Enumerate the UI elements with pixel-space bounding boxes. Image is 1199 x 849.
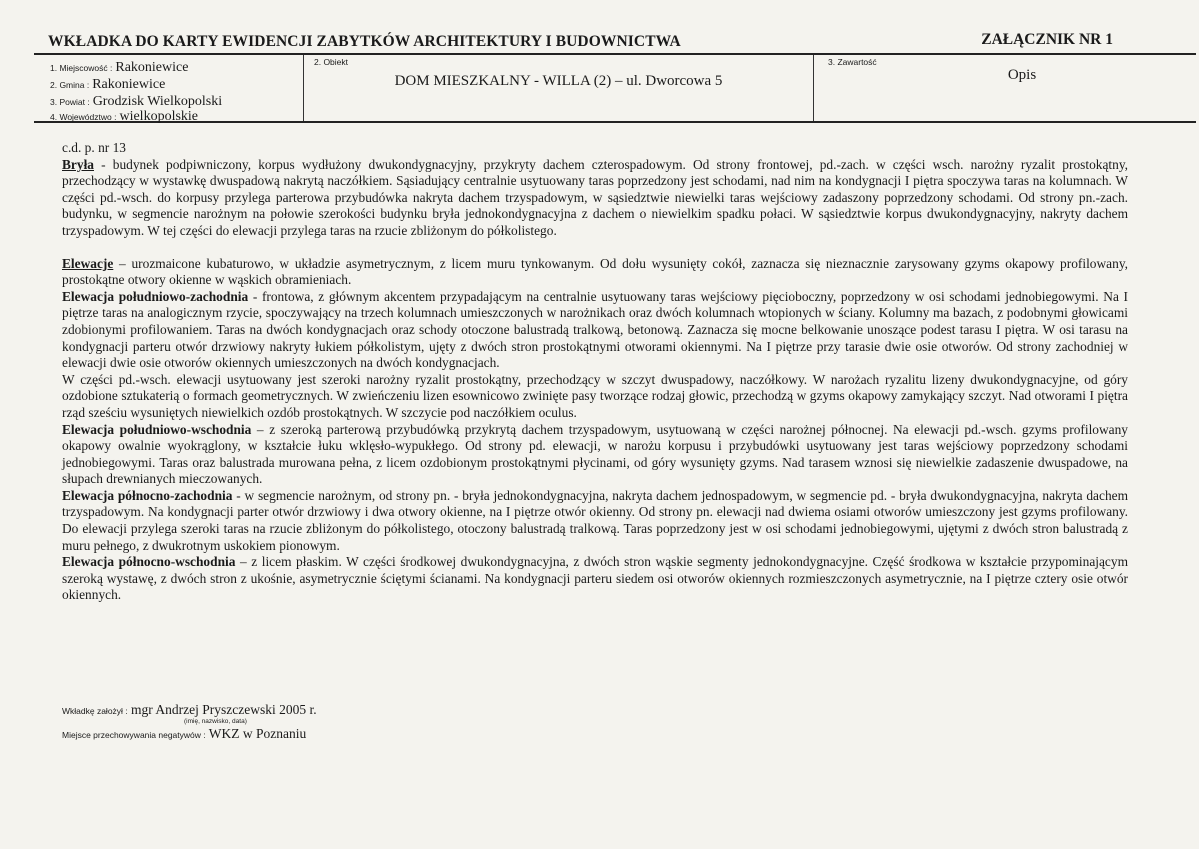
author-note: (imię, nazwisko, data) (184, 718, 247, 725)
annex-number: ZAŁĄCZNIK NR 1 (981, 31, 1113, 48)
paragraph-pd-zach-2: W części pd.-wsch. elewacji usytuowany jest szeroki narożny ryzalit prostokątny, przechodzący w szczyt dwuspadowy, naczółkowy. W narożach ryzalitu lizeny dwukondygnacyjne, od góry ozdobione sztukaterią o formach geometrycznych. W zwieńczeniu lizen esownicowo zwinięte pasy tworzące rodzaj głowic, przechodzą w gzyms okapowy zamykający szczyt. Nad otworami I piętra rząd sześciu wysuniętych niewielkich ozdób prostokątnych. W szczycie pod naczółkiem oculus. (62, 371, 1128, 420)
location-cell (34, 55, 304, 124)
county-label: 3. Powiat : (50, 97, 90, 107)
paragraph-elewacje (62, 256, 1128, 289)
paragraph-pn-wsch (62, 554, 1128, 604)
storage-line (62, 726, 306, 742)
object-label: 2. Obiekt (314, 57, 349, 67)
paragraph-pn-zach (62, 488, 1128, 554)
voivodeship-label: 4. Województwo : (50, 112, 117, 122)
paragraph-pd-zach (62, 289, 1128, 372)
commune-label: 2. Gmina : (50, 80, 90, 90)
contents-cell (814, 55, 1196, 121)
contents-label: 3. Zawartość (828, 57, 877, 67)
voivodeship-value: wielkopolskie (119, 109, 199, 124)
author-label: Wkładkę założył : (62, 706, 128, 716)
heading-pn-zach: Elewacja północno-zachodnia (62, 487, 233, 503)
continuation-note: c.d. p. nr 13 (62, 140, 126, 155)
contents-value: Opis (1007, 67, 1037, 83)
location-row-locality (50, 58, 188, 76)
text-bryla: - budynek podpiwniczony, korpus wydłużony dwukondygnacyjny, przykryty dachem czterospadowym. Od strony frontowej, pd.-zach. w części wsch. narożny ryzalit prostokątny, przechodzący w wystawkę dwuspadową nakrytą naczółkiem. Sąsiadujący centralnie usytuowany taras poprzedzony jest schodami, nad nim na kondygnacji I piętra spoczywa taras na kolumnach. W części pd.-wsch. do korpusy przylega parterowa przybudówka nakryta dachem trzyspadowym, w sąsiedztwie niewielki taras wejściowy zadaszony poprzedzony schodami. Od strony pn.-zach. budynku, w segmencie narożnym na połowie szerokości budynku bryła jednokondygnacyjna z dachem o niewielkim spadku połaci. W sąsiedztwie korpus dwukondygnacyjny, nakryty dachem trzyspadowym. W tej części do elewacji przylega taras na rzucie zbliżonym do półkolistego. (62, 156, 1128, 238)
paragraph-gap (62, 240, 1128, 256)
text-pd-zach: - frontowa, z głównym akcentem przypadającym na centralnie usytuowany taras wejściowy pięcioboczny, poprzedzony w osi schodami jednobiegowymi. Na I piętrze taras na analogicznym rzycie, spoczywający na trzech kolumnach umieszczonych w narożnikach oraz dwóch kolumnach wtopionych w ściany. Kolumny ma bazach, z podobnymi głowicami zdobionymi profilowaniem. Taras na dwóch kondygnacjach oraz schody otoczone balustradą tralkową, betonową. Zaznacza się mocne belkowanie unoszące podest tarasu I piętra. W osi tarasu na kondygnacji parteru otwór drzwiowy nakryty łukiem półkolistym, ujęty z dwóch stron prostokątnymi otworami okiennymi. Na I piętrze przy tarasie dwie osie otworów. Od strony zachodniej w elewacji dwie osie otworów okiennych umieszczonych na dwóch kondygnacjach. (62, 288, 1128, 371)
location-row-commune (50, 75, 165, 93)
object-cell (304, 55, 814, 121)
text-elewacje: – urozmaicone kubaturowo, w układzie asymetrycznym, z licem muru tynkowanym. Od dołu wysunięty cokół, zaznacza się nieznacznie zarysowany gzyms okapowy profilowany, prostokątne otwory okienne w wąskich obramieniach. (62, 255, 1128, 288)
header-table (34, 53, 1196, 123)
author-value: mgr Andrzej Pryszczewski 2005 r. (131, 702, 317, 717)
card-title: WKŁADKA DO KARTY EWIDENCJI ZABYTKÓW ARCHITEKTURY I BUDOWNICTWA (48, 33, 681, 50)
heading-pd-wsch: Elewacja południowo-wschodnia (62, 421, 252, 437)
heading-bryla: Bryła (62, 156, 94, 172)
heading-pd-zach: Elewacja południowo-zachodnia (62, 288, 249, 304)
heading-pn-wsch: Elewacja północno-wschodnia (62, 554, 236, 570)
text-pn-zach: - w segmencie narożnym, od strony pn. - bryła jednokondygnacyjna, nakryta dachem jednospadowym, w segmencie pd. - bryła dwukondygnacyjna, nakryta dachem trzyspadowym. Na kondygnacji parter otwór drzwiowy i dwa otwory okienne, na I piętrze otwór okienny. Od strony pn. elewacji nad dwiema osiami otworów umieszczony jest gzyms profilowany. Do elewacji przylega szeroki taras na rzucie zbliżonym do półkolistego, otoczony balustradą tralkową. Taras poprzedzony jest w osi schodami jednobiegowymi, ujętymi z dwóch stron balustradą z muru pełnego, z dwukrotnym uskokiem pionowym. (62, 487, 1129, 553)
locality-label: 1. Miejscowość : (50, 63, 113, 73)
paragraph-pd-wsch (62, 422, 1128, 488)
author-line (62, 702, 317, 718)
description-body (62, 140, 1128, 604)
text-pn-wsch: – z licem płaskim. W części środkowej dwukondygnacyjna, z dwóch stron wąskie segmenty jednokondygnacyjne. Część środkowa w kształcie przypominającym szeroką wystawę, z dwóch stron z ukośnie, asymetrycznie ściętymi ścianami. Na kondygnacji parteru siedem osi otworów okiennych rozmieszczonych asymetrycznie, na I piętrze cztery osie otwór okiennych. (62, 554, 1128, 603)
locality-value: Rakoniewice (115, 60, 189, 75)
heading-elewacje: Elewacje (62, 255, 114, 271)
storage-value: WKZ w Poznaniu (208, 726, 307, 741)
text-pd-wsch: – z szeroką parterową przybudówką przykrytą dachem trzyspadowym, usytuowaną w części narożnej północnej. Na elewacji pd.-wsch. gzyms profilowany okapowy owalnie wyokrąglony, w kształcie łuku wklęsło-wypukłego. Od strony pd. elewacji, w narożu korpusu i przybudówki usytuowany jest taras wejściowy poprzedzony schodami jednobiegowymi. Taras oraz balustrada murowana pełna, z licem ozdobionym prostokątnymi płycinami, od góry wysunięty gzyms. Nad tarasem wznosi się niewielkie zadaszenie dwuspadowe, na słupach drewnianych mieczowanych. (62, 421, 1128, 487)
location-row-voivodeship (50, 107, 198, 125)
commune-value: Rakoniewice (92, 77, 166, 92)
object-value: DOM MIESZKALNY - WILLA (2) – ul. Dworcowa 5 (394, 73, 723, 89)
paragraph-bryla (62, 157, 1128, 240)
county-value: Grodzisk Wielkopolski (92, 94, 223, 109)
storage-label: Miejsce przechowywania negatywów : (62, 730, 206, 740)
